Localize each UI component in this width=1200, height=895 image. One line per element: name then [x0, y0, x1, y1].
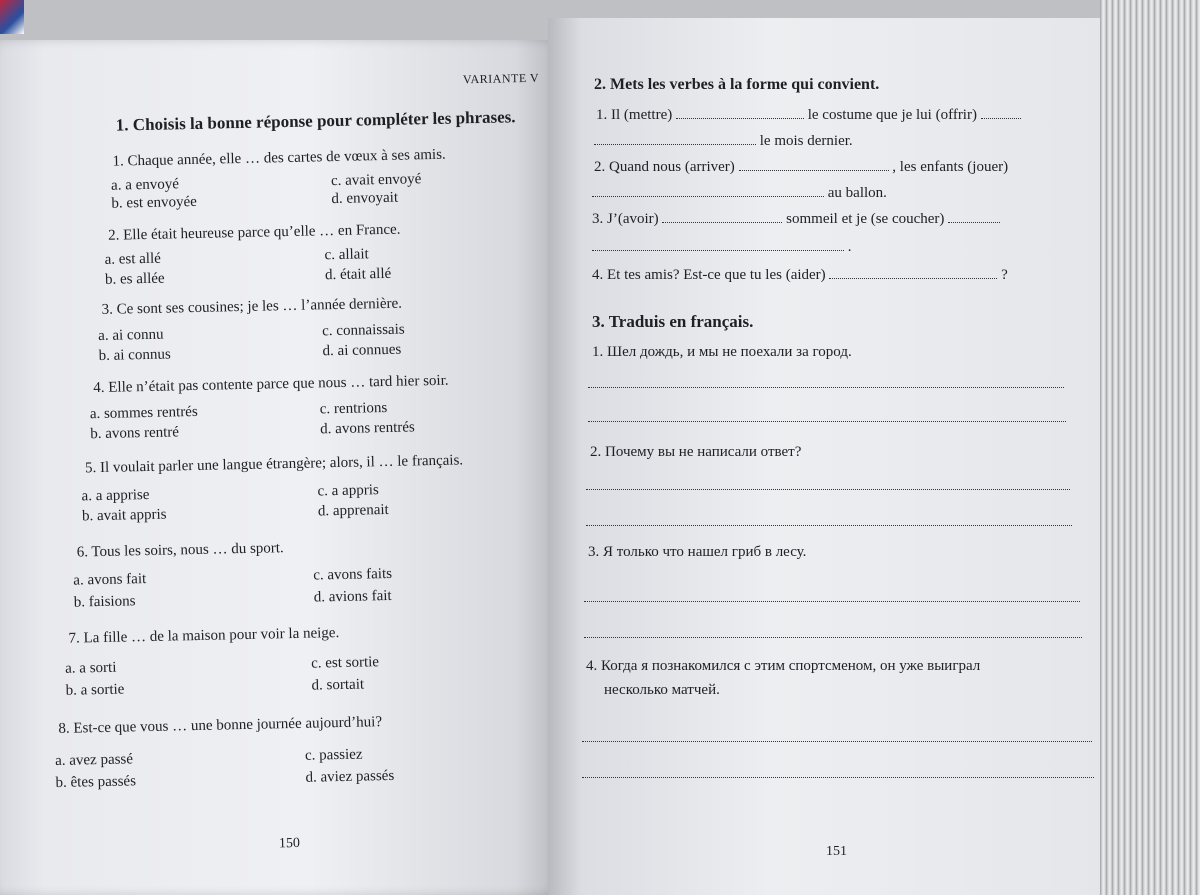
question-2: 2. Elle était heureuse parce qu’elle … en France. — [107, 221, 401, 244]
q1-option-d: d. envoyait — [331, 189, 399, 208]
blank[interactable] — [739, 158, 889, 171]
answer-line[interactable] — [588, 386, 1064, 388]
q1-option-a: a. a envoyé — [110, 176, 180, 194]
q5-option-b: b. avait appris — [81, 506, 167, 525]
q4-option-d: d. avons rentrés — [320, 419, 415, 438]
s2-q1-middle: le costume que je lui (offrir) — [807, 107, 977, 123]
s3-q1: 1. Шел дождь, и мы не поехали за город. — [592, 344, 852, 360]
blank[interactable] — [948, 210, 1000, 223]
q7-option-b: b. a sortie — [65, 681, 125, 699]
q8-option-c: c. passiez — [304, 746, 363, 764]
q7-option-a: a. a sorti — [65, 659, 117, 677]
s3-q3: 3. Я только что нашел гриб в лесу. — [588, 544, 807, 560]
q1-option-c: c. avait envoyé — [330, 171, 422, 190]
s3-q4-line1: 4. Когда я познакомился с этим спортсменом, он уже выиграл — [586, 658, 981, 674]
blank[interactable] — [676, 106, 804, 119]
s2-q1-end: le mois dernier. — [759, 133, 853, 149]
q2-option-d: d. était allé — [324, 265, 392, 284]
question-1: 1. Chaque année, elle … des cartes de vœux à ses amis. — [112, 146, 446, 170]
q6-option-d: d. avions fait — [313, 587, 392, 606]
q8-option-a: a. avez passé — [54, 751, 134, 770]
answer-line[interactable] — [582, 740, 1092, 742]
s2-q3-middle: sommeil et je (se coucher) — [786, 211, 945, 227]
s2-q3-end: . — [847, 239, 852, 255]
q3-option-a: a. ai connu — [98, 326, 164, 345]
section-3-heading: 3. Traduis en français. — [592, 312, 754, 331]
blank[interactable] — [594, 132, 756, 145]
q7-option-d: d. sortait — [311, 676, 365, 694]
section-2-heading: 2. Mets les verbes à la forme qui convient. — [594, 76, 880, 93]
blank[interactable] — [592, 184, 824, 197]
q4-option-b: b. avons rentré — [90, 424, 180, 443]
s2-q4-start: 4. Et tes amis? Est-ce que tu les (aider) — [592, 267, 826, 283]
s2-q1-line1 — [596, 106, 1021, 124]
s2-q4-line — [592, 266, 1008, 284]
q3-option-b: b. ai connus — [98, 346, 171, 365]
question-6: 6. Tous les soirs, nous … du sport. — [76, 540, 284, 561]
page-number-right: 151 — [826, 844, 847, 859]
q2-option-a: a. est allé — [104, 250, 162, 268]
s2-q2-start: 2. Quand nous (arriver) — [594, 159, 735, 175]
q4-option-c: c. rentrions — [319, 399, 388, 418]
page-number-left: 150 — [278, 835, 301, 852]
q5-option-d: d. apprenait — [317, 501, 389, 520]
q6-option-b: b. faisions — [73, 593, 136, 611]
q3-option-d: d. ai connues — [322, 341, 402, 360]
blank[interactable] — [829, 266, 997, 279]
right-page — [548, 18, 1108, 895]
q6-option-a: a. avons fait — [73, 571, 147, 589]
question-8: 8. Est-ce que vous … une bonne journée aujourd’hui? — [58, 714, 383, 737]
answer-line[interactable] — [588, 420, 1066, 422]
q5-option-c: c. a appris — [317, 482, 379, 500]
q2-option-c: c. allait — [324, 246, 369, 264]
q4-option-a: a. sommes rentrés — [89, 403, 198, 423]
question-5: 5. Il voulait parler une langue étrangère; alors, il … le français. — [84, 452, 464, 477]
answer-line[interactable] — [584, 636, 1082, 638]
answer-line[interactable] — [582, 776, 1094, 778]
s2-q1-line2 — [594, 132, 853, 150]
q8-option-d: d. aviez passés — [305, 767, 395, 786]
s2-q4-end: ? — [1001, 267, 1008, 283]
s3-q2: 2. Почему вы не написали ответ? — [590, 444, 802, 460]
q8-option-b: b. êtes passés — [55, 773, 137, 791]
blank[interactable] — [981, 106, 1021, 119]
s2-q1-start: 1. Il (mettre) — [596, 107, 673, 123]
section-1-heading: 1. Choisis la bonne réponse pour compléter les phrases. — [115, 107, 516, 135]
left-page-content — [0, 28, 560, 852]
q5-option-a: a. a apprise — [81, 486, 150, 505]
s2-q3-line2 — [592, 238, 852, 256]
q1-option-b: b. est envoyée — [111, 193, 197, 212]
s2-q3-line1 — [592, 210, 1000, 228]
q6-option-c: c. avons faits — [313, 565, 393, 584]
s2-q2-line1 — [594, 158, 1008, 176]
page-stack-edge — [1100, 0, 1200, 895]
question-3: 3. Ce sont ses cousines; je les … l’année dernière. — [101, 295, 403, 318]
variant-label: VARIANTE V — [462, 70, 540, 87]
blank[interactable] — [662, 210, 782, 223]
question-7: 7. La fille … de la maison pour voir la neige. — [68, 625, 340, 647]
s2-q3-start: 3. J’(avoir) — [592, 211, 659, 227]
q2-option-b: b. es allée — [104, 270, 165, 288]
answer-line[interactable] — [586, 524, 1072, 526]
blank[interactable] — [592, 238, 844, 251]
left-page — [0, 40, 560, 895]
s3-q4-line2: несколько матчей. — [604, 682, 720, 698]
s2-q2-middle: , les enfants (jouer) — [892, 159, 1009, 175]
answer-line[interactable] — [586, 488, 1070, 490]
question-4: 4. Elle n’était pas contente parce que nous … tard hier soir. — [93, 372, 449, 397]
s2-q2-line2 — [592, 184, 887, 202]
answer-line[interactable] — [584, 600, 1080, 602]
flag-sticker — [0, 0, 24, 34]
q7-option-c: c. est sortie — [310, 654, 380, 672]
s2-q2-end: au ballon. — [827, 185, 887, 201]
q3-option-c: c. connaissais — [322, 321, 405, 340]
